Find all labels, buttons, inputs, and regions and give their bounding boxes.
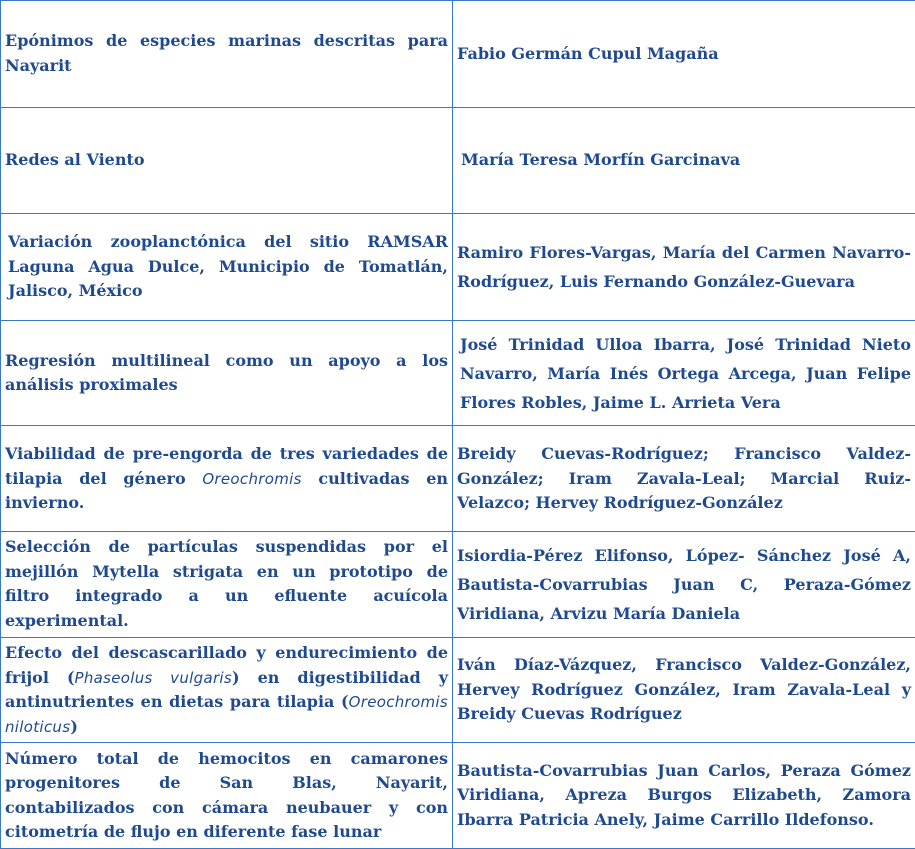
article-title: Selección de partículas suspendidas por el mejillón Mytella strigata en un prototipo de filtro integrado a un efluente acuícola experimental. [1,532,453,638]
title-text: Efecto del descascarillado y endurecimiento de frijol ( [5,643,448,687]
article-authors: Fabio Germán Cupul Magaña [453,1,915,108]
article-authors: María Teresa Morfín Garcinava [453,107,915,214]
title-text: ) en digestibilidad y antinutrientes en dietas para tilapia ( [5,667,448,711]
article-authors: Breidy Cuevas-Rodríguez; Francisco Valdez-González; Iram Zavala-Leal; Marcial Ruiz- Velazco; Hervey Rodríguez-González [453,426,915,532]
article-authors: Bautista-Covarrubias Juan Carlos, Peraza Gómez Viridiana, Apreza Burgos Elizabeth, Zamora Ibarra Patricia Anely, Jaime Carrillo Ildefonso. [453,743,915,849]
article-title: Redes al Viento [1,107,453,214]
article-authors: Ramiro Flores-Vargas, María del Carmen Navarro-Rodríguez, Luis Fernando González-Guevara [453,214,915,321]
article-title: Variación zooplanctónica del sitio RAMSAR Laguna Agua Dulce, Municipio de Tomatlán, Jalisco, México [1,214,453,321]
article-title [1,426,453,532]
table-row [1,107,915,214]
article-authors: Isiordia-Pérez Elifonso, López- Sánchez José A, Bautista-Covarrubias Juan C, Peraza-Gómez Viridiana, Arvizu María Daniela [453,532,915,638]
table-row [1,743,915,849]
table-row [1,532,915,638]
article-authors: José Trinidad Ulloa Ibarra, José Trinidad Nieto Navarro, María Inés Ortega Arcega, Juan Felipe Flores Robles, Jaime L. Arrieta Vera [453,320,915,426]
article-title [1,637,453,743]
article-title: Epónimos de especies marinas descritas para Nayarit [1,1,453,108]
table-row [1,426,915,532]
article-title: Número total de hemocitos en camarones progenitores de San Blas, Nayarit, contabilizados con cámara neubauer y con citometría de flujo en diferente fase lunar [1,743,453,849]
table-row [1,214,915,321]
scientific-name: Oreochromis niloticus [5,693,448,736]
table-row [1,1,915,108]
table-row [1,637,915,743]
table-row [1,320,915,426]
article-title: Regresión multilineal como un apoyo a los análisis proximales [1,320,453,426]
article-authors: Iván Díaz-Vázquez, Francisco Valdez-González, Hervey Rodríguez González, Iram Zavala-Leal y Breidy Cuevas Rodríguez [453,637,915,743]
title-text: Viabilidad de pre-engorda de tres variedades de tilapia del género [5,444,448,488]
title-text: cultivadas en invierno. [5,468,449,513]
scientific-name: Phaseolus vulgaris [74,668,232,687]
title-text: ) [70,716,78,736]
scientific-name: Oreochromis [202,469,302,488]
